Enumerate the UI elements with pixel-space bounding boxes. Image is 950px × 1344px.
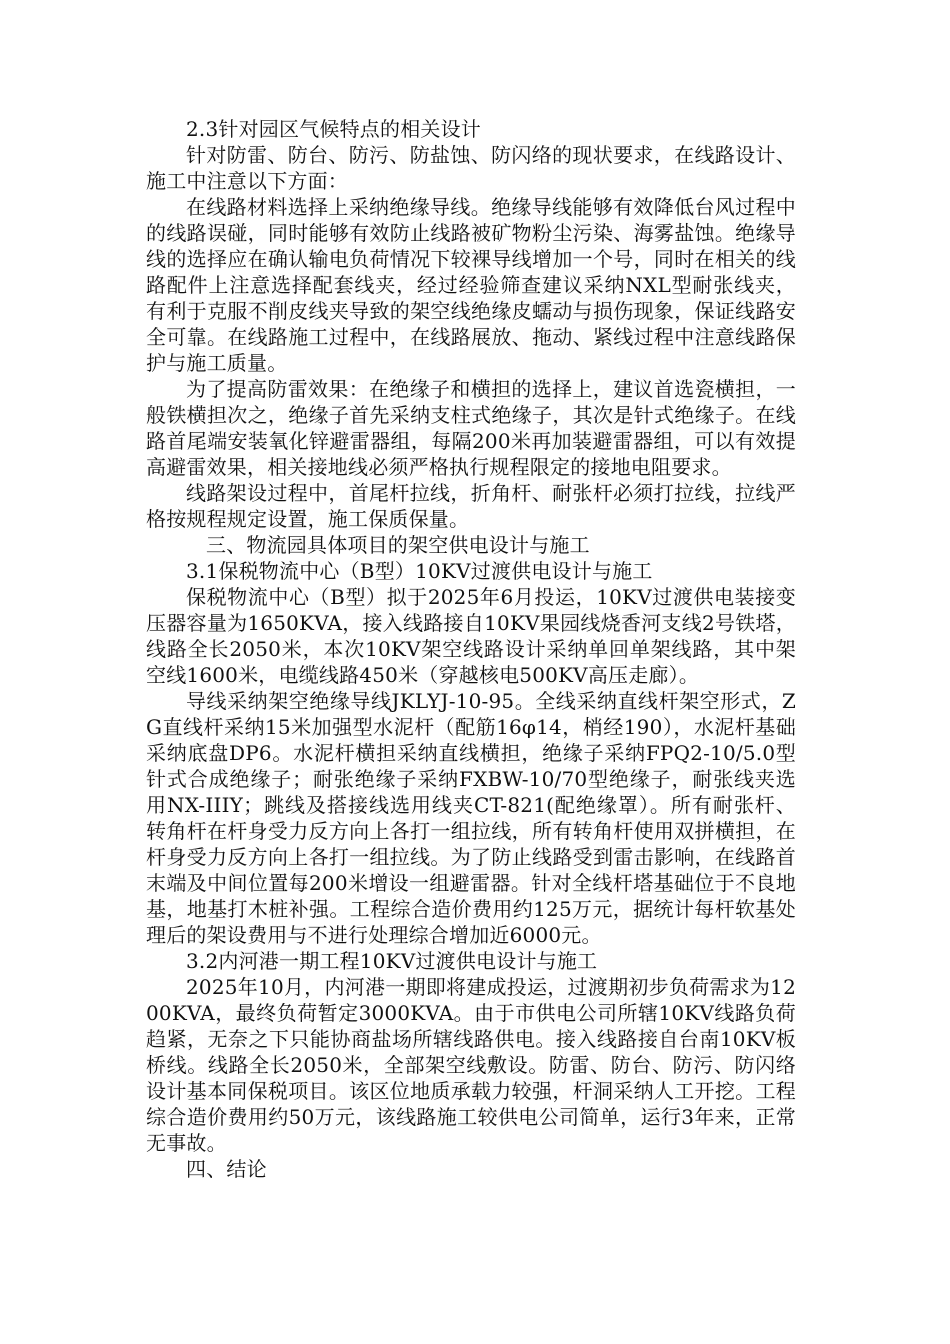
paragraph-requirements: 针对防雷、防台、防污、防盐蚀、防闪络的现状要求，在线路设计、施工中注意以下方面： [146, 143, 796, 193]
paragraph-insulated-wire: 在线路材料选择上采纳绝缘导线。绝缘导线能够有效降低台风过程中的线路误碰，同时能够有效防止线路被矿物粉尘污染、海雾盐蚀。绝缘导线的选择应在确认输电负荷情况下较裸导线增加一个号，同时在相关的线路配件上注意选择配套线夹，经过经验筛查建议采纳NXL型耐张线夹，有利于克服不削皮线夹导致的架空线绝缘皮蠕动与损伤现象，保证线路安全可靠。在线路施工过程中，在线路展放、拖动、紧线过程中注意线路保护与施工质量。 [146, 195, 796, 375]
paragraph-inland-port: 2025年10月，内河港一期即将建成投运，过渡期初步负荷需求为1200KVA，最终负荷暂定3000KVA。由于市供电公司所辖10KV线路负荷趋紧，无奈之下只能协商盐场所辖线路供电。接入线路接自台南10KV板桥线。线路全长2050米，全部架空线敷设。防雷、防台、防污、防闪络设计基本同保税项目。该区位地质承载力较强，杆洞采纳人工开挖。工程综合造价费用约50万元，该线路施工较供电公司简单，运行3年来，正常无事故。 [146, 975, 796, 1155]
chapter-heading-4: 四、结论 [186, 1157, 267, 1181]
paragraph-lightning-protection: 为了提高防雷效果：在绝缘子和横担的选择上，建议首选瓷横担，一般铁横担次之，绝缘子首先采纳支柱式绝缘子，其次是针式绝缘子。在线路首尾端安装氧化锌避雷器组，每隔200米再加装避雷器组，可以有效提高避雷效果，相关接地线必须严格执行规程限定的接地电阻要求。 [146, 377, 796, 479]
chapter-heading-3: 三、物流园具体项目的架空供电设计与施工 [206, 533, 590, 557]
paragraph-guy-wires: 线路架设过程中，首尾杆拉线，折角杆、耐张杆必须打拉线，拉线严格按规程规定设置，施工保质保量。 [146, 481, 796, 531]
paragraph-conductor-specs: 导线采纳架空绝缘导线JKLYJ-10-95。全线采纳直线杆架空形式，ZG直线杆采纳15米加强型水泥杆（配筋16φ14，梢经190），水泥杆基础采纳底盘DP6。水泥杆横担采纳直线横担，绝缘子采纳FPQ2-10/5.0型针式合成绝缘子；耐张绝缘子采纳FXBW-10/70型绝缘子，耐张线夹选用NX-IIIY；跳线及搭接线选用线夹CT-821(配绝缘罩）。所有耐张杆、转角杆在杆身受力反方向上各打一组拉线，所有转角杆使用双拼横担，在杆身受力反方向上各打一组拉线。为了防止线路受到雷击影响，在线路首末端及中间位置每200米增设一组避雷器。针对全线杆塔基础位于不良地基，地基打木桩补强。工程综合造价费用约125万元，据统计每杆软基处理后的架设费用与不进行处理综合增加近6000元。 [146, 689, 796, 947]
paragraph-bonded-logistics: 保税物流中心（B型）拟于2025年6月投运，10KV过渡供电装接变压器容量为1650KVA，接入线路接自10KV果园线烧香河支线2号铁塔，线路全长2050米，本次10KV架空线路设计采纳单回单架线路，其中架空线1600米，电缆线路450米（穿越核电500KV高压走廊）。 [146, 585, 796, 687]
section-heading-3-1: 3.1保税物流中心（B型）10KV过渡供电设计与施工 [186, 559, 653, 583]
document-body [146, 116, 796, 1182]
section-heading-3-2: 3.2内河港一期工程10KV过渡供电设计与施工 [186, 949, 598, 973]
section-heading-2-3: 2.3针对园区气候特点的相关设计 [186, 117, 482, 141]
